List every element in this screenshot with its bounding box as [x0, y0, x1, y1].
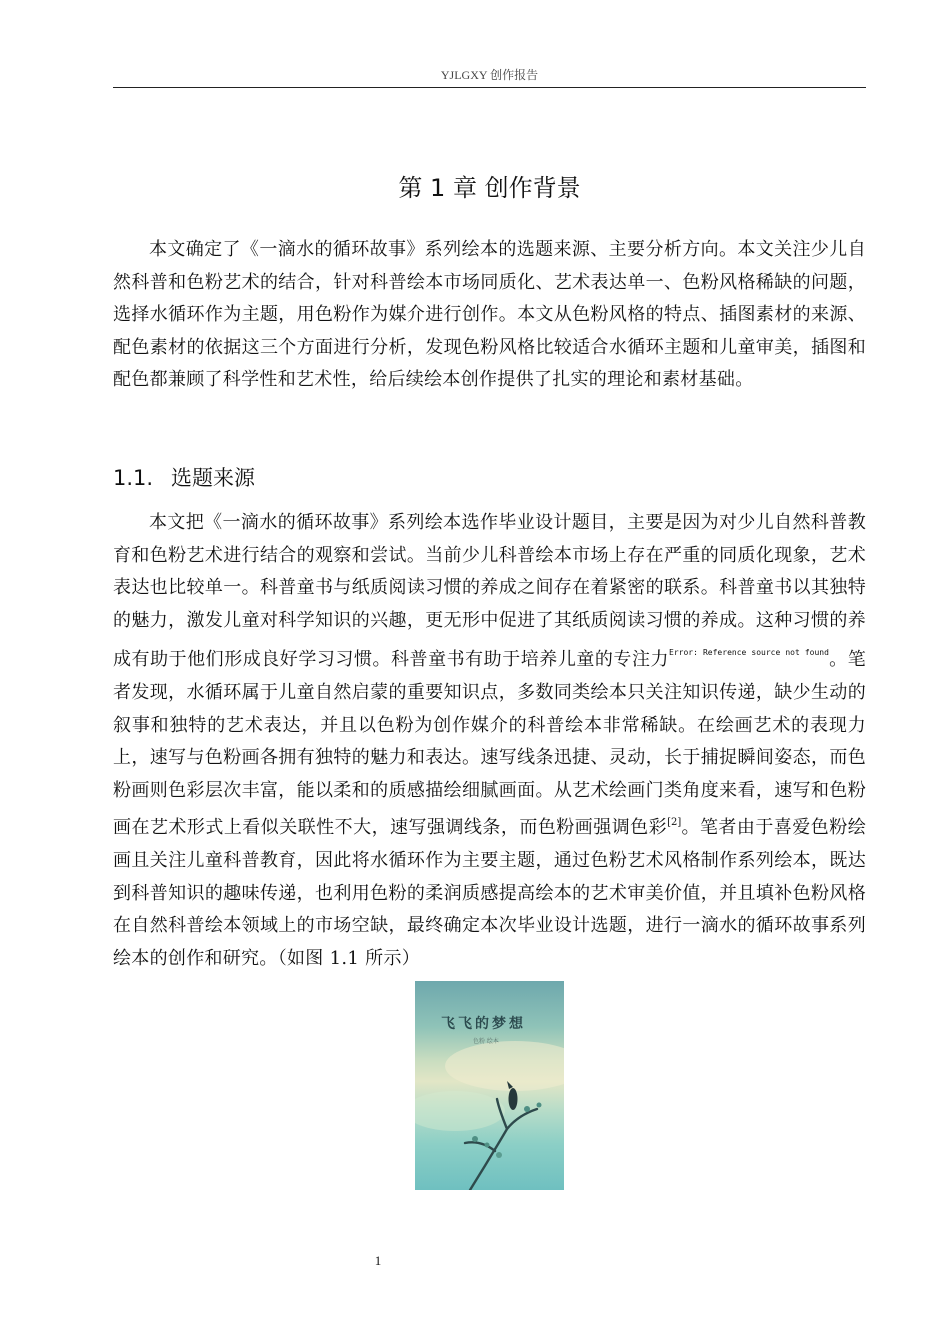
section-heading: [113, 462, 255, 492]
paragraph-part-1: 本文把《一滴水的循环故事》系列绘本选作毕业设计题目，主要是因为对少儿自然科普教育和色粉艺术进行结合的观察和尝试。当前少儿科普绘本市场上存在严重的同质化现象，艺术表达也比较单一。科普童书与纸质阅读习惯的养成之间存在着紧密的联系。科普童书以其独特的魅力，激发儿童对科学知识的兴趣，更无形中促进了其纸质阅读习惯的养成。这种习惯的养成有助于他们形成良好学习习惯。科普童书有助于培养儿童的专注力: [113, 512, 866, 671]
intro-paragraph: 本文确定了《一滴水的循环故事》系列绘本的选题来源、主要分析方向。本文关注少儿自然科普和色粉艺术的结合，针对科普绘本市场同质化、艺术表达单一、色粉风格稀缺的问题，选择水循环作为主题，用色粉作为媒介进行创作。本文从色粉风格的特点、插图素材的来源、配色素材的依据这三个方面进行分析，发现色粉风格比较适合水循环主题和儿童审美，插图和配色都兼顾了科学性和艺术性，给后续绘本创作提供了扎实的理论和素材基础。: [113, 239, 866, 391]
section-paragraph: [113, 507, 866, 975]
cover-title: 飞飞的梦想: [441, 1016, 526, 1032]
section-title: 选题来源: [171, 466, 255, 490]
chapter-title: 第 1 章 创作背景: [398, 174, 581, 202]
running-header: YJLGXY 创作报告: [440, 68, 539, 82]
header-rule: [113, 87, 866, 88]
cover-author: 色粉 绘本: [473, 1038, 499, 1045]
paragraph-part-3: 。笔者由于喜爱色粉绘画且关注儿童科普教育，因此将水循环作为主要主题，通过色粉艺术风格制作系列绘本，既达到科普知识的趣味传递，也利用色粉的柔润质感提高绘本的艺术审美价值，并且填补色粉风格在自然科普绘本领域上的市场空缺，最终确定本次毕业设计选题，进行一滴水的循环故事系列绘本的创作和研究。（如图 1.1 所示）: [113, 817, 867, 969]
reference-error: Error: Reference source not found: [669, 648, 829, 658]
figure-book-cover: [415, 981, 564, 1190]
page-number: 1: [374, 1253, 382, 1268]
citation-marker: [2]: [667, 817, 682, 829]
section-number: 1.1.: [113, 466, 154, 490]
paragraph-part-2: 。笔者发现，水循环属于儿童自然启蒙的重要知识点，多数同类绘本只关注知识传递，缺少生动的叙事和独特的艺术表达，并且以色粉为创作媒介的科普绘本非常稀缺。在绘画艺术的表现力上，速写与色粉画各拥有独特的魅力和表达。速写线条迅捷、灵动，长于捕捉瞬间姿态，而色粉画则色彩层次丰富，能以柔和的质感描绘细腻画面。从艺术绘画门类角度来看，速写和色粉画在艺术形式上看似关联性不大，速写强调线条，而色粉画强调色彩: [113, 649, 866, 839]
